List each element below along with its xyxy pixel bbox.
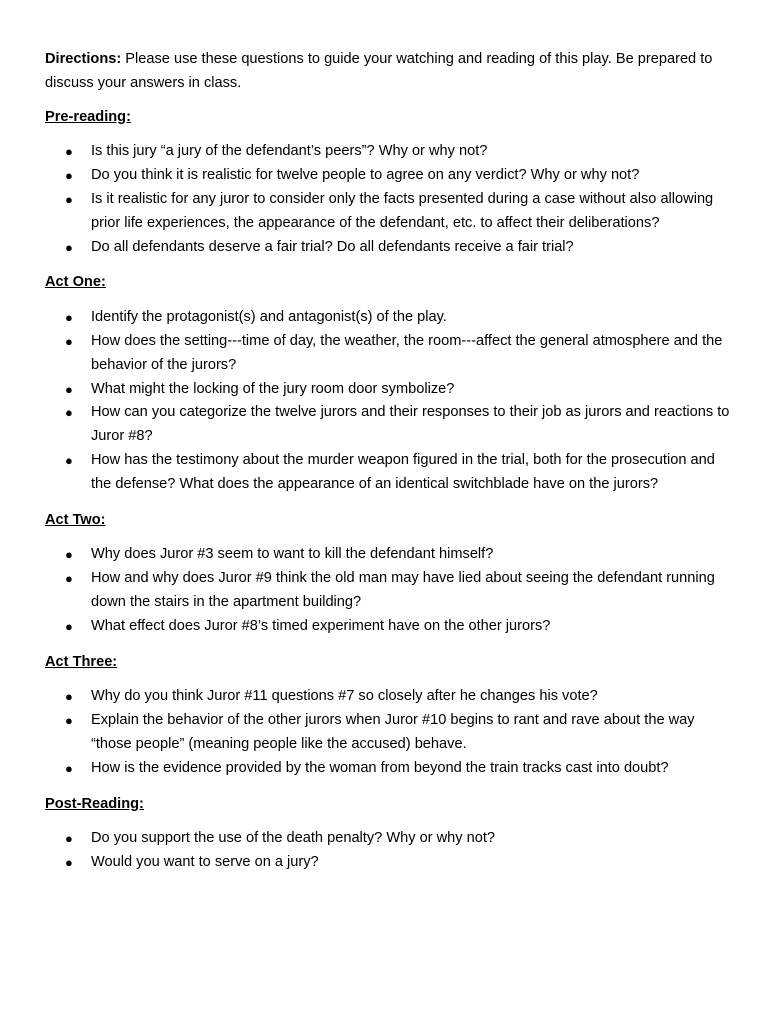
question-text: What effect does Juror #8’s timed experiment have on the other jurors?: [91, 617, 551, 634]
question-item: [45, 164, 735, 188]
directions-paragraph: [45, 48, 735, 96]
bullet-icon: ●: [65, 405, 73, 421]
question-text: Why do you think Juror #11 questions #7 so closely after he changes his vote?: [91, 688, 598, 705]
question-text: How does the setting---time of day, the weather, the room---affect the general atmosphere and the behavior of the jurors?: [91, 332, 723, 373]
question-item: [45, 827, 735, 851]
question-text: Is it realistic for any juror to consider only the facts presented during a case without also allowing prior life experiences, the appearance of the defendant, etc. to affect their deliberations?: [91, 190, 714, 231]
question-text: Why does Juror #3 seem to want to kill the defendant himself?: [91, 546, 494, 563]
question-list: [45, 685, 735, 780]
question-text: How is the evidence provided by the woman from beyond the train tracks cast into doubt?: [91, 759, 669, 776]
bullet-icon: ●: [65, 713, 73, 729]
question-item: [45, 330, 735, 378]
bullet-icon: ●: [65, 310, 73, 326]
section-heading: Act One:: [45, 274, 106, 291]
bullet-icon: ●: [65, 168, 73, 184]
question-text: Would you want to serve on a jury?: [91, 854, 319, 871]
question-sections: [45, 106, 735, 875]
bullet-icon: ●: [65, 760, 73, 776]
question-item: [45, 188, 735, 236]
bullet-icon: ●: [65, 618, 73, 634]
question-item: [45, 685, 735, 709]
question-item: [45, 140, 735, 164]
question-item: [45, 709, 735, 757]
bullet-icon: ●: [65, 855, 73, 871]
question-list: [45, 543, 735, 638]
question-item: [45, 851, 735, 875]
bullet-icon: ●: [65, 333, 73, 349]
bullet-icon: ●: [65, 452, 73, 468]
question-list: [45, 306, 735, 496]
question-list: [45, 140, 735, 259]
bullet-icon: ●: [65, 239, 73, 255]
section-heading: Pre-reading:: [45, 108, 131, 125]
bullet-icon: ●: [65, 831, 73, 847]
question-text: What might the locking of the jury room door symbolize?: [91, 380, 455, 397]
section-heading: Act Two:: [45, 511, 106, 528]
question-text: How and why does Juror #9 think the old man may have lied about seeing the defendant running down the stairs in the apartment building?: [91, 570, 715, 610]
bullet-icon: ●: [65, 571, 73, 587]
question-text: Do all defendants deserve a fair trial? Do all defendants receive a fair trial?: [91, 238, 574, 255]
question-item: [45, 449, 735, 497]
bullet-icon: ●: [65, 547, 73, 563]
question-text: How can you categorize the twelve jurors and their responses to their job as jurors and reactions to Juror #8?: [91, 404, 730, 445]
question-item: [45, 401, 735, 449]
question-text: Is this jury “a jury of the defendant’s peers”? Why or why not?: [91, 143, 488, 160]
question-text: Identify the protagonist(s) and antagonist(s) of the play.: [91, 309, 447, 326]
section-heading: Post-Reading:: [45, 795, 144, 812]
bullet-icon: ●: [65, 191, 73, 207]
question-item: [45, 757, 735, 781]
directions-label: Directions:: [45, 51, 122, 67]
question-item: [45, 567, 735, 615]
bullet-icon: ●: [65, 689, 73, 705]
question-text: Explain the behavior of the other jurors when Juror #10 begins to rant and rave about the way “those people” (meaning people like the accused) behave.: [91, 712, 695, 752]
question-text: Do you support the use of the death penalty? Why or why not?: [91, 830, 496, 847]
question-item: [45, 306, 735, 330]
question-list: [45, 827, 735, 875]
question-item: [45, 378, 735, 402]
question-text: Do you think it is realistic for twelve people to agree on any verdict? Why or why not?: [91, 167, 640, 184]
bullet-icon: ●: [65, 144, 73, 160]
directions-text: Please use these questions to guide your watching and reading of this play. Be prepared to discuss your answers in class.: [45, 51, 713, 91]
bullet-icon: ●: [65, 381, 73, 397]
question-item: [45, 543, 735, 567]
question-item: [45, 236, 735, 260]
question-text: How has the testimony about the murder weapon figured in the trial, both for the prosecution and the defense? What does the appearance of an identical switchblade have on the jurors?: [91, 451, 715, 492]
document-page: [45, 48, 735, 887]
section-heading: Act Three:: [45, 653, 118, 670]
question-item: [45, 615, 735, 639]
